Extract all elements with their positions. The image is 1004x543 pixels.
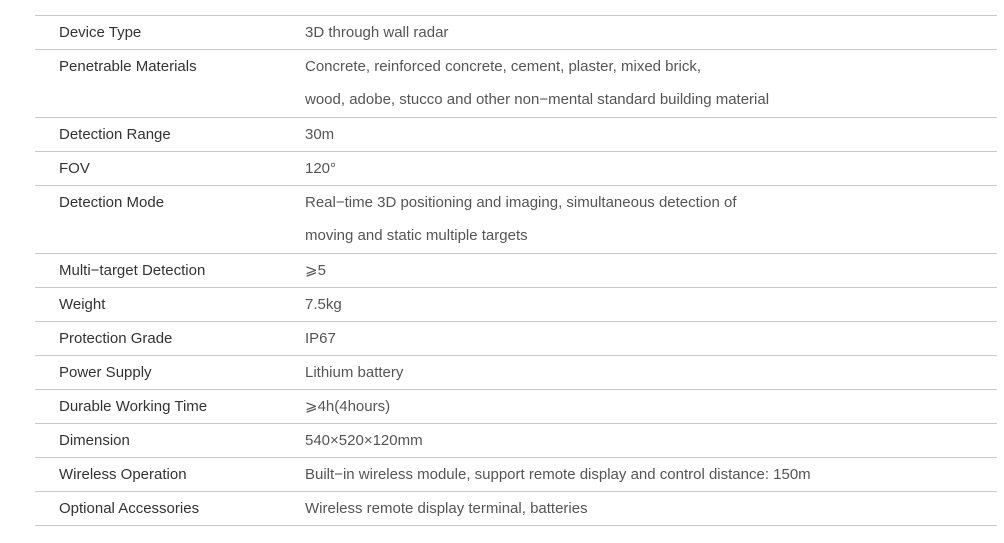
- spec-row: [35, 458, 997, 492]
- spec-label: Detection Mode: [35, 186, 305, 220]
- spec-value: 7.5kg: [305, 288, 997, 322]
- spec-row: [35, 492, 997, 526]
- spec-label: Dimension: [35, 424, 305, 458]
- spec-label: Durable Working Time: [35, 390, 305, 424]
- spec-table: [35, 15, 997, 526]
- spec-row: [35, 254, 997, 288]
- spec-value: ⩾4h(4hours): [305, 390, 997, 424]
- spec-row: [35, 186, 997, 220]
- spec-row: [35, 390, 997, 424]
- spec-value: ⩾5: [305, 254, 997, 288]
- spec-label: Multi−target Detection: [35, 254, 305, 288]
- spec-label: Weight: [35, 288, 305, 322]
- spec-value: Wireless remote display terminal, batteries: [305, 492, 997, 526]
- spec-row: [35, 152, 997, 186]
- spec-value: Lithium battery: [305, 356, 997, 390]
- spec-row: [35, 118, 997, 152]
- spec-label: Penetrable Materials: [35, 50, 305, 84]
- spec-value: 540×520×120mm: [305, 424, 997, 458]
- spec-row: [35, 356, 997, 390]
- spec-label: FOV: [35, 152, 305, 186]
- spec-row: [35, 424, 997, 458]
- spec-table-body: [35, 16, 997, 526]
- spec-label: Optional Accessories: [35, 492, 305, 526]
- spec-value: Built−in wireless module, support remote display and control distance: 150m: [305, 458, 997, 492]
- spec-value: 120°: [305, 152, 997, 186]
- spec-label: Power Supply: [35, 356, 305, 390]
- spec-value: moving and static multiple targets: [305, 227, 528, 245]
- spec-value: 30m: [305, 118, 997, 152]
- spec-label: Detection Range: [35, 118, 305, 152]
- spec-row: [35, 84, 997, 118]
- spec-label: [35, 84, 305, 118]
- spec-row: [35, 50, 997, 84]
- spec-label: Wireless Operation: [35, 458, 305, 492]
- spec-row: [35, 220, 997, 254]
- spec-value: wood, adobe, stucco and other non−mental standard building material: [305, 91, 770, 109]
- spec-label: Protection Grade: [35, 322, 305, 356]
- spec-label: Device Type: [35, 16, 305, 50]
- spec-value: Concrete, reinforced concrete, cement, plaster, mixed brick,: [305, 50, 997, 84]
- spec-row: [35, 16, 997, 50]
- spec-value: 3D through wall radar: [305, 16, 997, 50]
- spec-value: Real−time 3D positioning and imaging, simultaneous detection of: [305, 186, 997, 220]
- spec-label: [35, 220, 305, 254]
- spec-row: [35, 322, 997, 356]
- spec-value: IP67: [305, 322, 997, 356]
- spec-row: [35, 288, 997, 322]
